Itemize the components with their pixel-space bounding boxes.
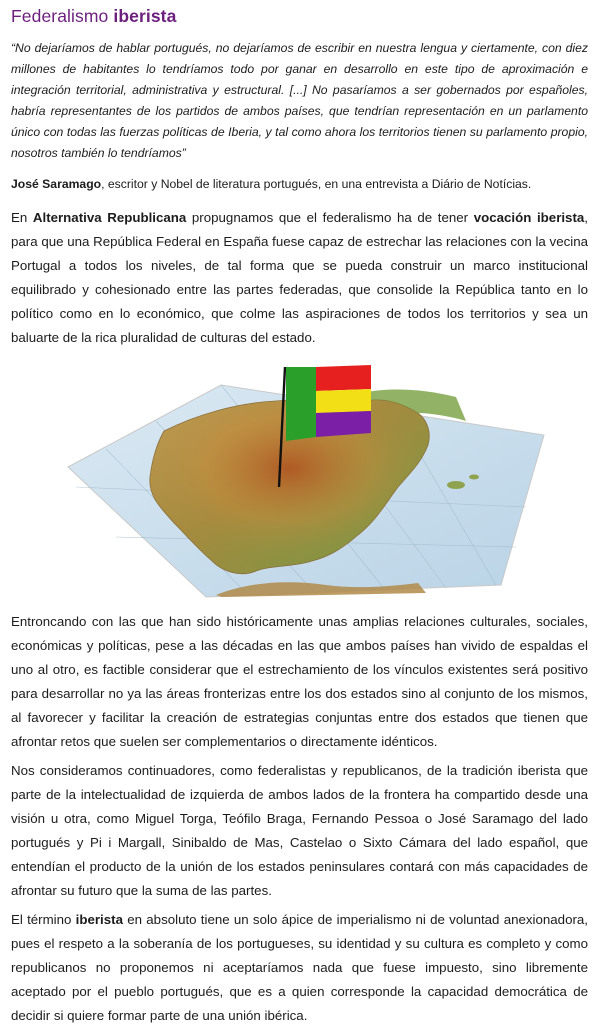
p1-bold-vocation: vocación iberista	[473, 210, 585, 225]
attribution-text: , escritor y Nobel de literatura portugués, en una entrevista a Diário de Notícias.	[101, 177, 532, 191]
p4-text-c: en absoluto tiene un solo ápice de imperialismo ni de voluntad anexionadora, pues el respeto a la soberanía de los portugueses, su identidad y su cultura es completo y como republicanos no proponemos ni aceptaríamos nada que fuese impuesto, sino libremente aceptado por el pueblo portugués, que es a quien corresponde la capacidad democrática de decidir si quiere formar parte de una unión ibérica.	[11, 912, 588, 1023]
p1-text-d: , para que una República Federal en España fuese capaz de estrechar las relaciones con la vecina Portugal a todos los niveles, de tal forma que se pueda construir un marco institucional equilibrado y cohesionado entre las partes federadas, que consolide la República tanto en lo político como en lo económico, que colme las aspiraciones de todos los territorios y sea un baluarte de la rica pluralidad de culturas del estado.	[11, 210, 588, 345]
republican-flag	[286, 365, 371, 441]
p1-text-c: propugnamos que el federalismo ha de tener	[186, 210, 474, 225]
title-bold: iberista	[113, 6, 177, 26]
page-title	[11, 6, 176, 27]
p1-bold-party: Alternativa Republicana	[32, 210, 187, 225]
p1-text-a: En	[11, 210, 33, 225]
p4-text-a: El término	[11, 912, 76, 927]
paragraph-intro	[11, 206, 588, 350]
title-plain: Federalismo	[11, 6, 109, 26]
iberia-map-with-flag-image	[46, 357, 551, 602]
paragraph-relations: Entroncando con las que han sido históricamente unas amplias relaciones culturales, sociales, económicas y políticas, pese a las décadas en las que ambos países han vivido de espaldas el uno al otro, es factible considerar que el estrechamiento de los vínculos existentes será positivo para desarrollar no ya las áreas fronterizas entre los dos estados sino al conjunto de los mismos, al favorecer y facilitar la creación de estrategias conjuntas entre dos estados que tienen que afrontar retos que suelen ser complementarios o directamente idénticos.	[11, 614, 588, 749]
p4-bold-term: iberista	[75, 912, 123, 927]
paragraph-tradition: Nos consideramos continuadores, como federalistas y republicanos, de la tradición iberista que parte de la intelectualidad de izquierda de ambos lados de la frontera ha compartido desde una visión u otra, como Miguel Torga, Teófilo Braga, Fernando Pessoa o José Saramago del lado portugués y Pi i Margall, Sinibaldo de Mas, Castelao o Sixto Cámara del lado español, que entendían el producto de la unión de los estados peninsulares contará con más capacidades de afrontar su futuro que la suma de las partes.	[11, 763, 588, 898]
quote-attribution	[11, 175, 588, 193]
quote-text: “No dejaríamos de hablar portugués, no dejaríamos de escribir en nuestra lengua y ciertamente, con diez millones de habitantes lo tendríamos todo por ganar en desarrollo en este tipo de aproximación e integración territorial, administrativa y estructural. [...] No pasaríamos a ser gobernados por españoles, habría representantes de los partidos de ambos países, que tendrían representación en un parlamento único con todas las fuerzas políticas de Iberia, y tal como ahora los territorios tienen su parlamento propio, nosotros también lo tendríamos”	[11, 41, 588, 160]
quote-author: José Saramago	[11, 177, 102, 191]
paragraph-term	[11, 908, 588, 1028]
